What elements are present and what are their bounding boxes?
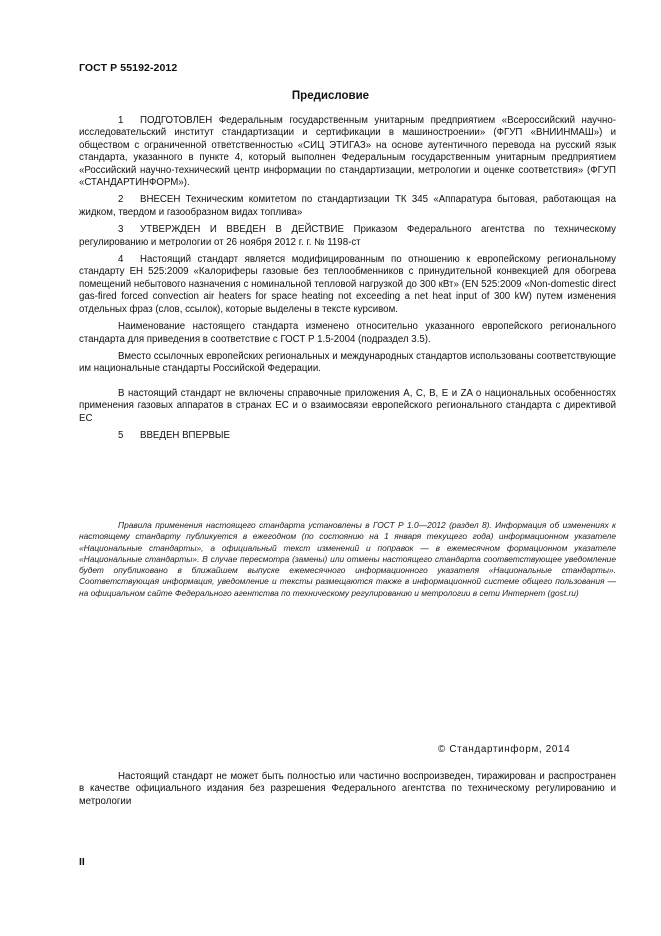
item-text: УТВЕРЖДЕН И ВВЕДЕН В ДЕЙСТВИЕ Приказом Федерального агентства по техническому регулированию и метрологии от 26 ноября 2012 г. г. № 1198-ст — [79, 224, 616, 248]
preface-body — [79, 115, 616, 447]
item-text: Настоящий стандарт является модифицированным по отношению к европейскому региональному стандарту ЕН 525:2009 «Калориферы газовые без теплообменников с принудительной конвекцией для обогрева помещений небытового назначения с номинальной тепловой нагрузкой до 300 кВт» (EN 525:2009 «Non-domestic direct gas-fired forced convection air heaters for space heating not exceeding a net heat input of 300 kW) путем изменения отдельных фраз (слов, ссылок), которые выделены в тексте курсивом. — [79, 254, 616, 315]
preface-item-1 — [79, 115, 616, 189]
preface-item-2 — [79, 194, 616, 219]
item-text: ВНЕСЕН Техническим комитетом по стандартизации ТК 345 «Аппаратура бытовая, работающая на жидком, твердом и газообразном видах топлива» — [79, 194, 616, 218]
item-number: 4 — [118, 254, 124, 266]
item-number: 1 — [118, 115, 124, 126]
page-number: II — [79, 856, 85, 868]
page-title: Предисловие — [291, 90, 370, 102]
references-paragraph: Вместо ссылочных европейских региональных и международных стандартов использованы соответствующие им национальные стандарты Российской Федерации. — [79, 350, 616, 375]
item-text: ВВЕДЕН ВПЕРВЫЕ — [140, 429, 230, 441]
name-change-paragraph: Наименование настоящего стандарта изменено относительно указанного европейского регионального стандарта для приведения в соответствие с ГОСТ Р 1.5-2004 (подраздел 3.5). — [79, 321, 616, 345]
item-number: 2 — [118, 194, 124, 206]
preface-item-5 — [79, 430, 616, 442]
item-number: 5 — [118, 429, 124, 441]
standard-code-header: ГОСТ Р 55192-2012 — [79, 62, 178, 74]
reproduction-notice: Настоящий стандарт не может быть полностью или частично воспроизведен, тиражирован и распространен в качестве официального издания без разрешения Федерального агентства по техническому регулированию и метрологии — [79, 771, 616, 807]
preface-item-4 — [79, 254, 616, 316]
item-number: 3 — [118, 224, 124, 236]
preface-item-3 — [79, 224, 616, 249]
copyright-line: © Стандартинформ, 2014 — [438, 744, 571, 755]
application-rules-notice: Правила применения настоящего стандарта установлены в ГОСТ Р 1.0—2012 (раздел 8). Информация об изменениях к настоящему стандарту публикуется в ежегодном (по состоянию на 1 января текущего года) информационном указателе «Национальные стандарты», а официальный текст изменений и поправок — в ежемесячном формационном указателе «Национальные стандарты». В случае пересмотра (замены) или отмены настоящего стандарта соответствующее уведомление будет опубликовано в ближайшем выпуске ежемесячного информационного указателя «Национальные стандарты». Соответствующая информация, уведомление и тексты размещаются также в информационной системе общего пользования — на официальном сайте Федерального агентства по техническому регулированию и метрологии в сети Интернет (gost.ru) — [79, 520, 616, 598]
annex-paragraph: В настоящий стандарт не включены справочные приложения А, С, В, Е и ZA о национальных особенностях применения газовых аппаратов в странах ЕС и о взаимосвязи европейского регионального стандарта с директивой ЕС — [79, 387, 616, 424]
item-text: ПОДГОТОВЛЕН Федеральным государственным унитарным предприятием «Всероссийский научно-исследовательский институт стандартизации и сертификации в машиностроении» (ФГУП «ВНИИНМАШ») и обществом с ограниченной ответственностью «СИЦ ЭТИГАЗ» на основе аутентичного перевода на русский язык стандарта, указанного в пункте 4, который выполнен Федеральным государственным унитарным предприятием «Российский научно-технический центр информации по стандартизации, метрологии и оценке соответствия» (ФГУП «СТАНДАРТИНФОРМ»). — [79, 115, 616, 189]
